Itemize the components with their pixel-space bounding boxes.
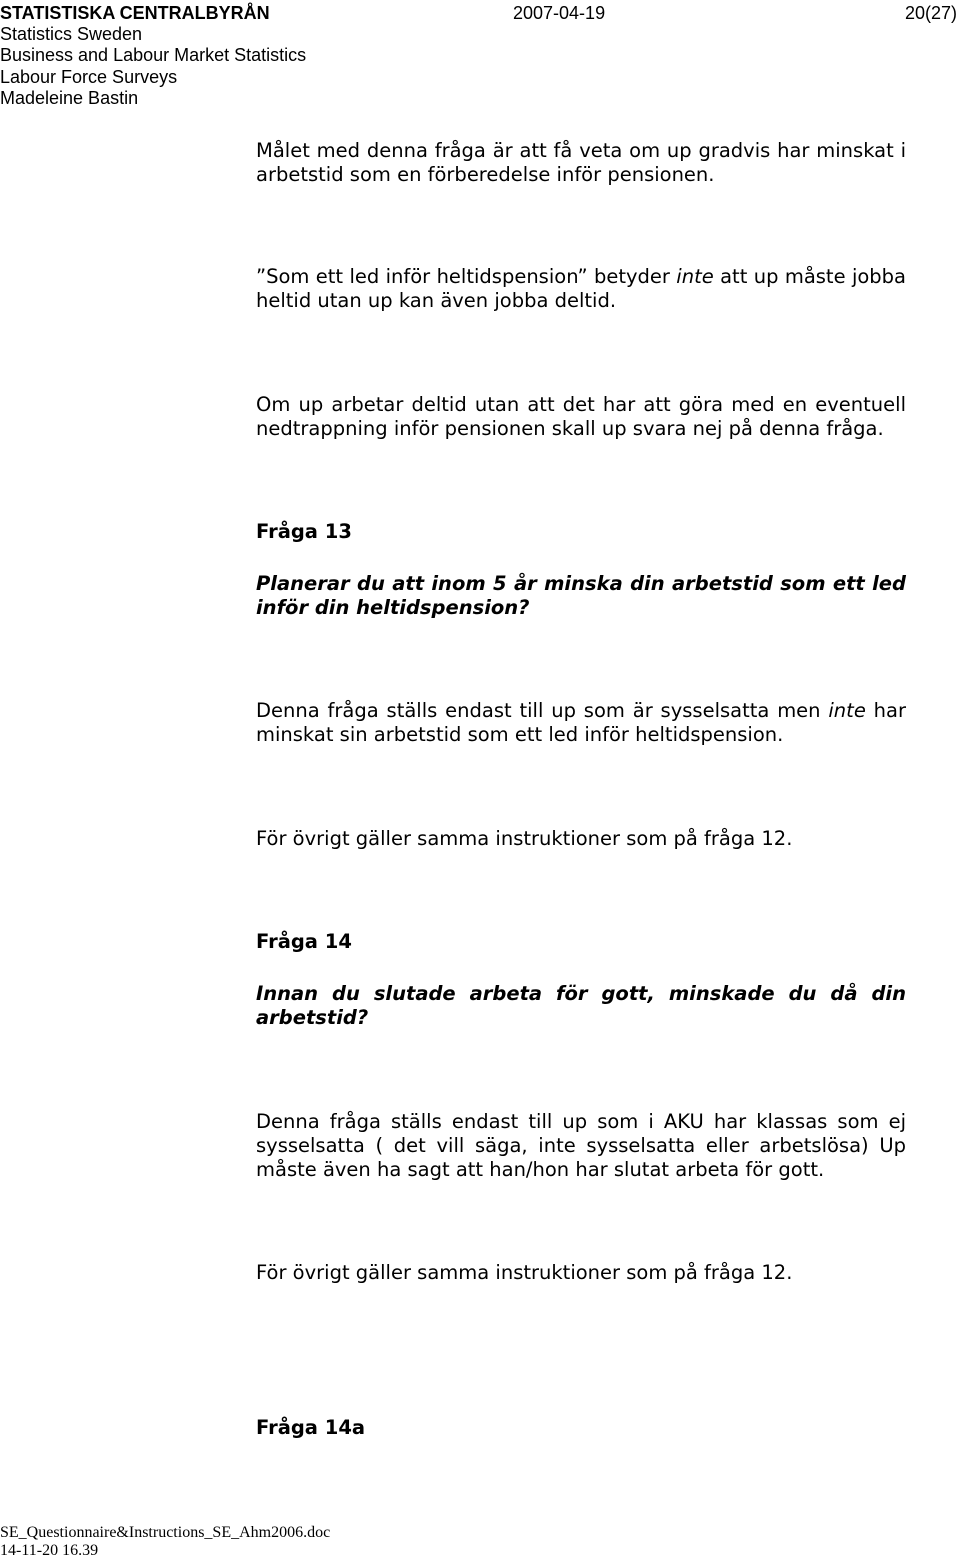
paragraph-q13-instructions: För övrigt gäller samma instruktioner som på fråga 12.	[256, 827, 793, 850]
organization-name-en: Statistics Sweden	[0, 24, 143, 44]
paragraph-definition	[256, 265, 906, 313]
paragraph-q14-instructions: För övrigt gäller samma instruktioner som på fråga 12.	[256, 1261, 793, 1284]
organization-name: STATISTISKA CENTRALBYRÅN	[0, 3, 270, 23]
unit-name: Labour Force Surveys	[0, 67, 178, 87]
paragraph-purpose: Målet med denna fråga är att få veta om up gradvis har minskat i arbetstid som en förberedelse inför pensionen.	[256, 139, 906, 186]
author-name: Madeleine Bastin	[0, 88, 139, 108]
paragraph-q13-scope	[256, 699, 906, 747]
question-13-title: Fråga 13	[256, 520, 352, 543]
scope-emphasis: inte	[828, 699, 866, 722]
question-14a-title: Fråga 14a	[256, 1416, 366, 1439]
document-date: 2007-04-19	[513, 3, 606, 23]
scope-text-start: Denna fråga ställs endast till up som är sysselsatta men	[256, 699, 829, 722]
question-13-text: Planerar du att inom 5 år minska din arbetstid som ett led inför din heltidspension?	[256, 572, 906, 619]
page-number: 20(27)	[904, 3, 957, 23]
paragraph-q14-scope: Denna fråga ställs endast till up som i AKU har klassas som ej sysselsatta ( det vill säga, inte sysselsatta eller arbetslösa) Up måste även ha sagt att han/hon har slutat arbeta för gott.	[256, 1110, 906, 1181]
question-14-text: Innan du slutade arbeta för gott, minskade du då din arbetstid?	[256, 982, 906, 1029]
footer-timestamp: 14-11-20 16.39	[0, 1542, 99, 1559]
definition-emphasis: inte	[676, 265, 714, 288]
question-14-title: Fråga 14	[256, 930, 352, 953]
paragraph-parttime-note: Om up arbetar deltid utan att det har att göra med en eventuell nedtrappning inför pensionen skall up svara nej på denna fråga.	[256, 393, 906, 440]
department-name: Business and Labour Market Statistics	[0, 45, 307, 65]
definition-text-end: att up måste jobba heltid utan up kan även jobba deltid.	[256, 265, 906, 312]
scope-text-end: har minskat sin arbetstid som ett led inför heltidspension.	[256, 699, 906, 746]
definition-text-start: ”Som ett led inför heltidspension” betyder	[256, 265, 677, 288]
footer-filename: SE_Questionnaire&Instructions_SE_Ahm2006.doc	[0, 1524, 331, 1541]
